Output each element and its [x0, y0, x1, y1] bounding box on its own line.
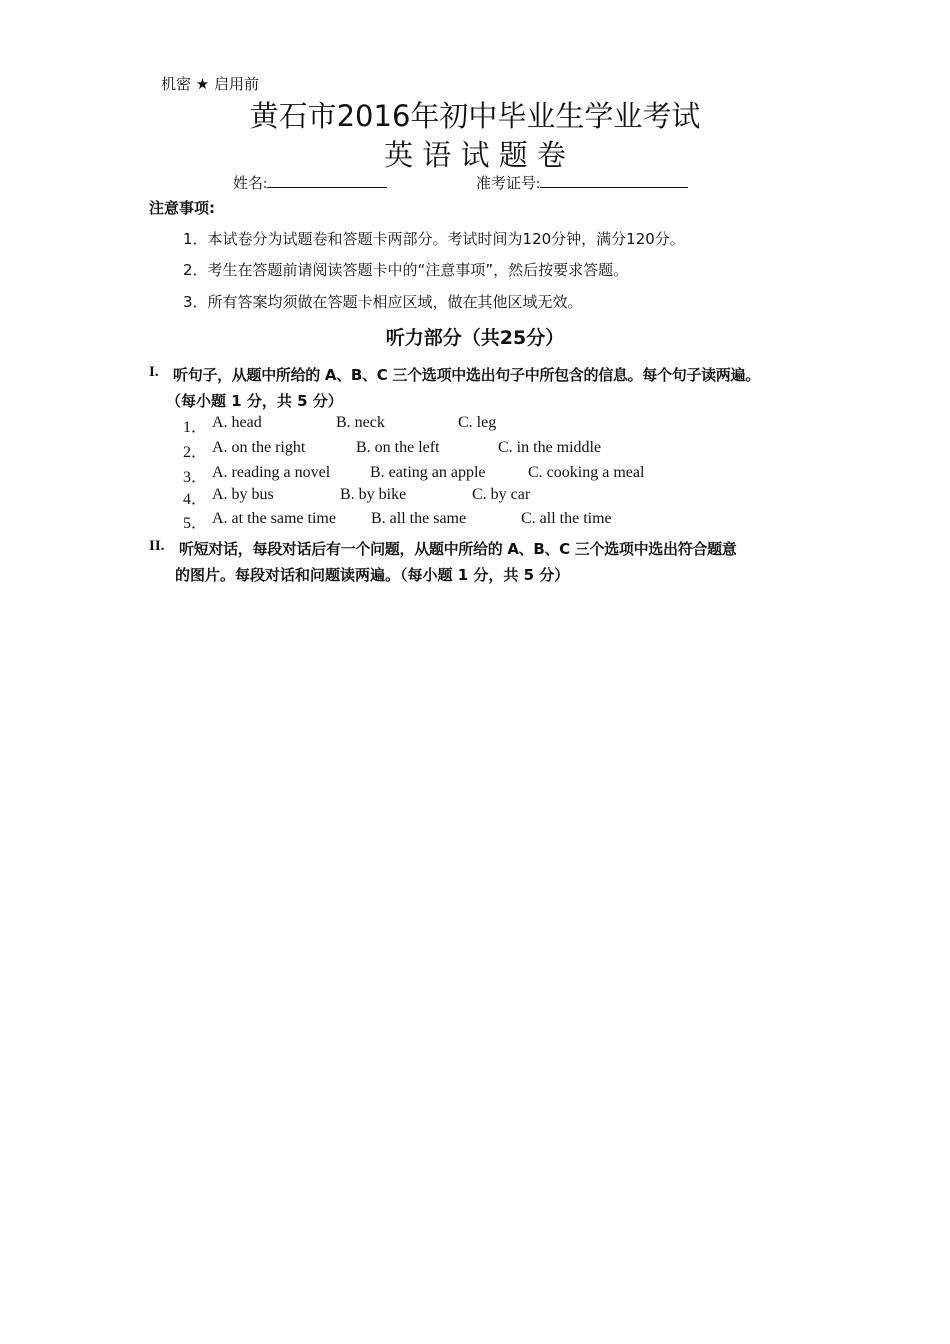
question-number: 4．: [183, 491, 208, 508]
question-number: 1．: [183, 419, 208, 436]
option-a: A. at the same time: [212, 510, 336, 527]
name-label: 姓名:: [233, 176, 268, 192]
exam-title: 黄石市2016年初中毕业生学业考试: [249, 99, 701, 133]
part2-instruction: 听短对话，每段对话后有一个问题，从题中所给的 A、B、C 三个选项中选出符合题意: [179, 540, 737, 558]
section-title: 听力部分（共25分）: [385, 327, 565, 349]
option-c: C. cooking a meal: [528, 464, 645, 481]
part2-number: II.: [149, 538, 165, 554]
exam-id-label: 准考证号:: [476, 176, 541, 192]
option-a: A. reading a novel: [212, 464, 331, 481]
option-b: B. by bike: [340, 486, 407, 503]
option-c: C. by car: [472, 486, 531, 503]
notice-heading: 注意事项:: [149, 199, 215, 217]
option-b: B. on the left: [356, 439, 440, 456]
question-number: 2．: [183, 444, 208, 461]
option-c: C. leg: [458, 414, 497, 431]
part1-number: I.: [149, 364, 159, 380]
notice-item: 2．考生在答题前请阅读答题卡中的“注意事项”，然后按要求答题。: [183, 261, 629, 279]
exam-id-blank: [540, 173, 688, 188]
confidential-mark: 机密 ★ 启用前: [161, 75, 259, 93]
name-field: [233, 172, 387, 193]
question-number: 3．: [183, 469, 208, 486]
option-c: C. all the time: [521, 510, 612, 527]
part1-instruction: 听句子，从题中所给的 A、B、C 三个选项中选出句子中所包含的信息。每个句子读两遍。: [173, 366, 760, 384]
exam-id-field: [476, 172, 688, 193]
part1-instruction-score: （每小题 1 分，共 5 分）: [166, 392, 343, 410]
question-number: 5．: [183, 515, 208, 532]
option-a: A. on the right: [212, 439, 306, 456]
notice-item: 3．所有答案均须做在答题卡相应区域，做在其他区域无效。: [183, 293, 583, 311]
option-a: A. by bus: [212, 486, 274, 503]
option-b: B. all the same: [371, 510, 467, 527]
exam-subtitle: 英 语 试 题 卷: [384, 138, 566, 172]
option-b: B. eating an apple: [370, 464, 486, 481]
name-blank: [267, 173, 387, 188]
option-b: B. neck: [336, 414, 385, 431]
option-a: A. head: [212, 414, 262, 431]
notice-item: 1．本试卷分为试题卷和答题卡两部分。考试时间为120分钟，满分120分。: [183, 230, 685, 248]
option-c: C. in the middle: [498, 439, 602, 456]
part2-instruction-score: 的图片。每段对话和问题读两遍。（每小题 1 分，共 5 分）: [175, 566, 570, 584]
